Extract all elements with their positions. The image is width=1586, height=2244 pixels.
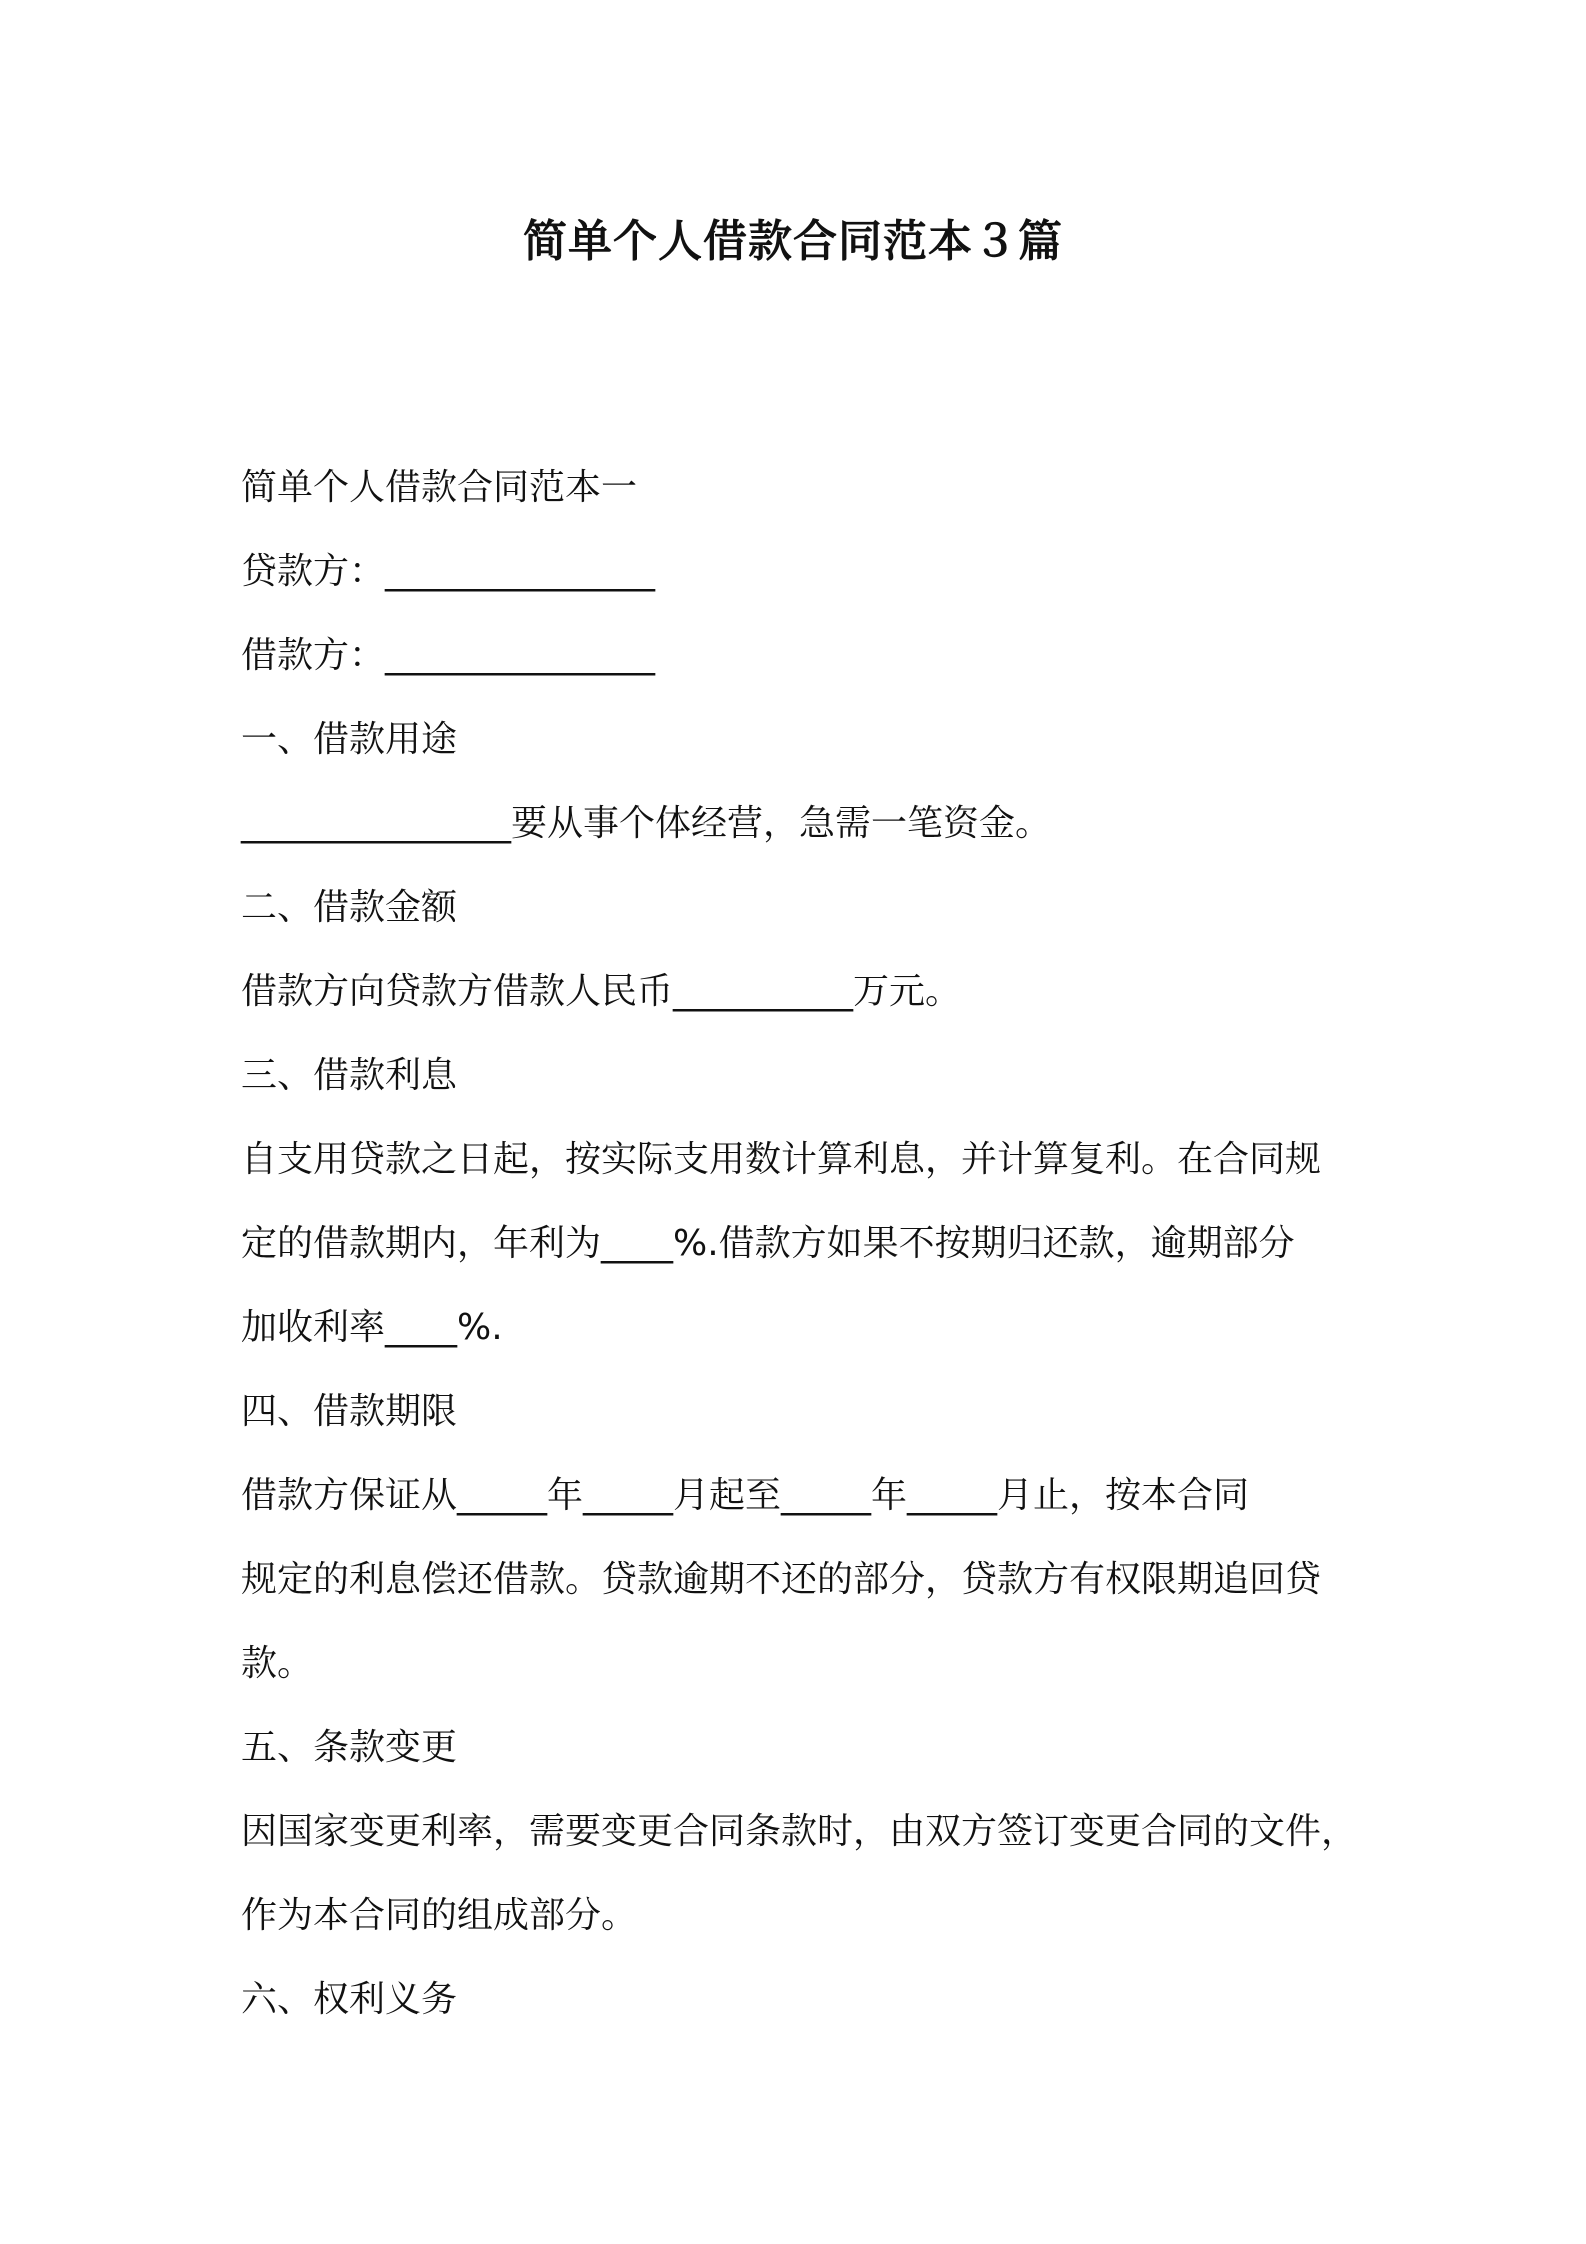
section-heading-purpose: 一、借款用途 [241, 719, 458, 760]
section-heading-changes: 五、条款变更 [241, 1727, 458, 1768]
section-heading-contract-one: 简单个人借款合同范本一 [241, 467, 638, 508]
interest-text-line-1: 自支用贷款之日起，按实际支用数计算利息，并计算复利。在合同规 [241, 1139, 1322, 1180]
interest-text-line-3: 加收利率____%. [241, 1307, 503, 1348]
changes-text-line-1: 因国家变更利率，需要变更合同条款时，由双方签订变更合同的文件， [241, 1811, 1358, 1852]
borrower-line: 借款方：_______________ [241, 635, 656, 676]
changes-text-line-2: 作为本合同的组成部分。 [241, 1895, 638, 1936]
section-heading-rights: 六、权利义务 [241, 1979, 458, 2020]
section-heading-term: 四、借款期限 [241, 1391, 458, 1432]
term-text-line-2: 规定的利息偿还借款。贷款逾期不还的部分，贷款方有权限期追回贷 [241, 1559, 1322, 1600]
section-heading-interest: 三、借款利息 [241, 1055, 458, 1096]
section-heading-amount: 二、借款金额 [241, 887, 458, 928]
term-text-line-1: 借款方保证从_____年_____月起至_____年_____月止，按本合同 [241, 1475, 1250, 1516]
interest-text-line-2: 定的借款期内，年利为____%.借款方如果不按期归还款，逾期部分 [241, 1223, 1295, 1264]
lender-line: 贷款方：_______________ [241, 551, 656, 592]
amount-text: 借款方向贷款方借款人民币__________万元。 [241, 971, 962, 1012]
document-body [241, 446, 1361, 2042]
purpose-text: _______________要从事个体经营，急需一笔资金。 [241, 803, 1052, 844]
document-title: 简单个人借款合同范本３篇 [523, 216, 1063, 267]
term-text-line-3: 款。 [241, 1643, 314, 1684]
